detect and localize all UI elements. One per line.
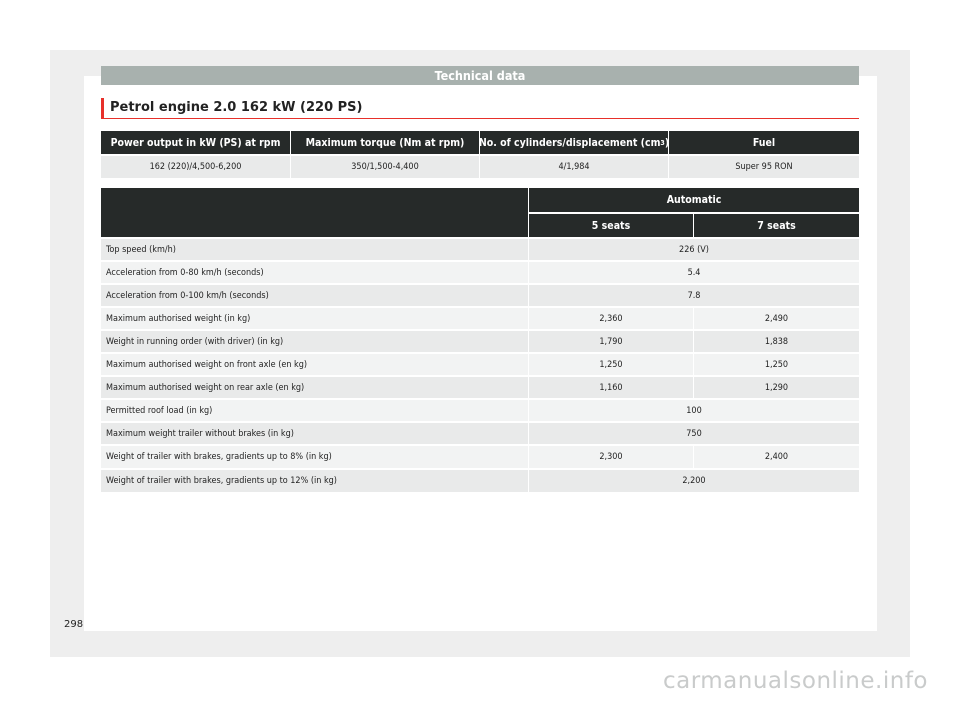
spec-row-value-7-seats: 1,250 [694,354,859,375]
spec-row-value: 7.8 [529,285,859,306]
spec-row-label: Maximum authorised weight on rear axle (en kg) [101,377,528,398]
spec-row-value-5-seats: 2,360 [529,308,693,329]
spec-header-7-seats: 7 seats [694,214,859,237]
engine-header-torque: Maximum torque (Nm at rpm) [291,131,479,154]
spec-row-value-7-seats: 2,490 [694,308,859,329]
spec-row-value-5-seats: 1,160 [529,377,693,398]
spec-header-5-seats: 5 seats [529,214,693,237]
chapter-header: Technical data [101,66,859,85]
spec-row-value-7-seats: 1,838 [694,331,859,352]
spec-row-value: 2,200 [529,470,859,492]
spec-row-label: Maximum weight trailer without brakes (in kg) [101,423,528,444]
spec-row-label: Weight of trailer with brakes, gradients up to 8% (in kg) [101,446,528,468]
spec-row-label: Maximum authorised weight (in kg) [101,308,528,329]
spec-row-label: Maximum authorised weight on front axle (en kg) [101,354,528,375]
section-title: Petrol engine 2.0 162 kW (220 PS) [101,98,362,118]
section-title-rule [101,118,859,119]
spec-row-value: 100 [529,400,859,421]
engine-cell-power: 162 (220)/4,500-6,200 [101,156,290,178]
engine-cell-cylinders: 4/1,984 [480,156,668,178]
spec-row-label: Weight of trailer with brakes, gradients up to 12% (in kg) [101,470,528,492]
spec-row-value-5-seats: 2,300 [529,446,693,468]
spec-row-value: 226 (V) [529,239,859,260]
engine-header-cylinders-sup: 3 [660,138,665,147]
spec-header-blank [101,188,528,237]
engine-cell-torque: 350/1,500-4,400 [291,156,479,178]
spec-row-value-5-seats: 1,790 [529,331,693,352]
spec-row-value: 750 [529,423,859,444]
engine-cell-fuel: Super 95 RON [669,156,859,178]
spec-row-label: Weight in running order (with driver) (in kg) [101,331,528,352]
spec-row-value-7-seats: 1,290 [694,377,859,398]
spec-row-label: Acceleration from 0-100 km/h (seconds) [101,285,528,306]
engine-header-cylinders-close: ) [664,136,670,149]
spec-row-value: 5.4 [529,262,859,283]
watermark: carmanualsonline.info [662,668,928,694]
spec-row-value-5-seats: 1,250 [529,354,693,375]
engine-header-cylinders-text: No. of cylinders/displacement (cm [478,136,661,149]
engine-header-fuel: Fuel [669,131,859,154]
spec-header-automatic: Automatic [529,188,859,212]
spec-row-label: Top speed (km/h) [101,239,528,260]
spec-row-label: Acceleration from 0-80 km/h (seconds) [101,262,528,283]
page-number: 298 [64,619,84,630]
spec-row-label: Permitted roof load (in kg) [101,400,528,421]
engine-header-cylinders [480,131,668,154]
engine-header-power: Power output in kW (PS) at rpm [101,131,290,154]
spec-row-value-7-seats: 2,400 [694,446,859,468]
